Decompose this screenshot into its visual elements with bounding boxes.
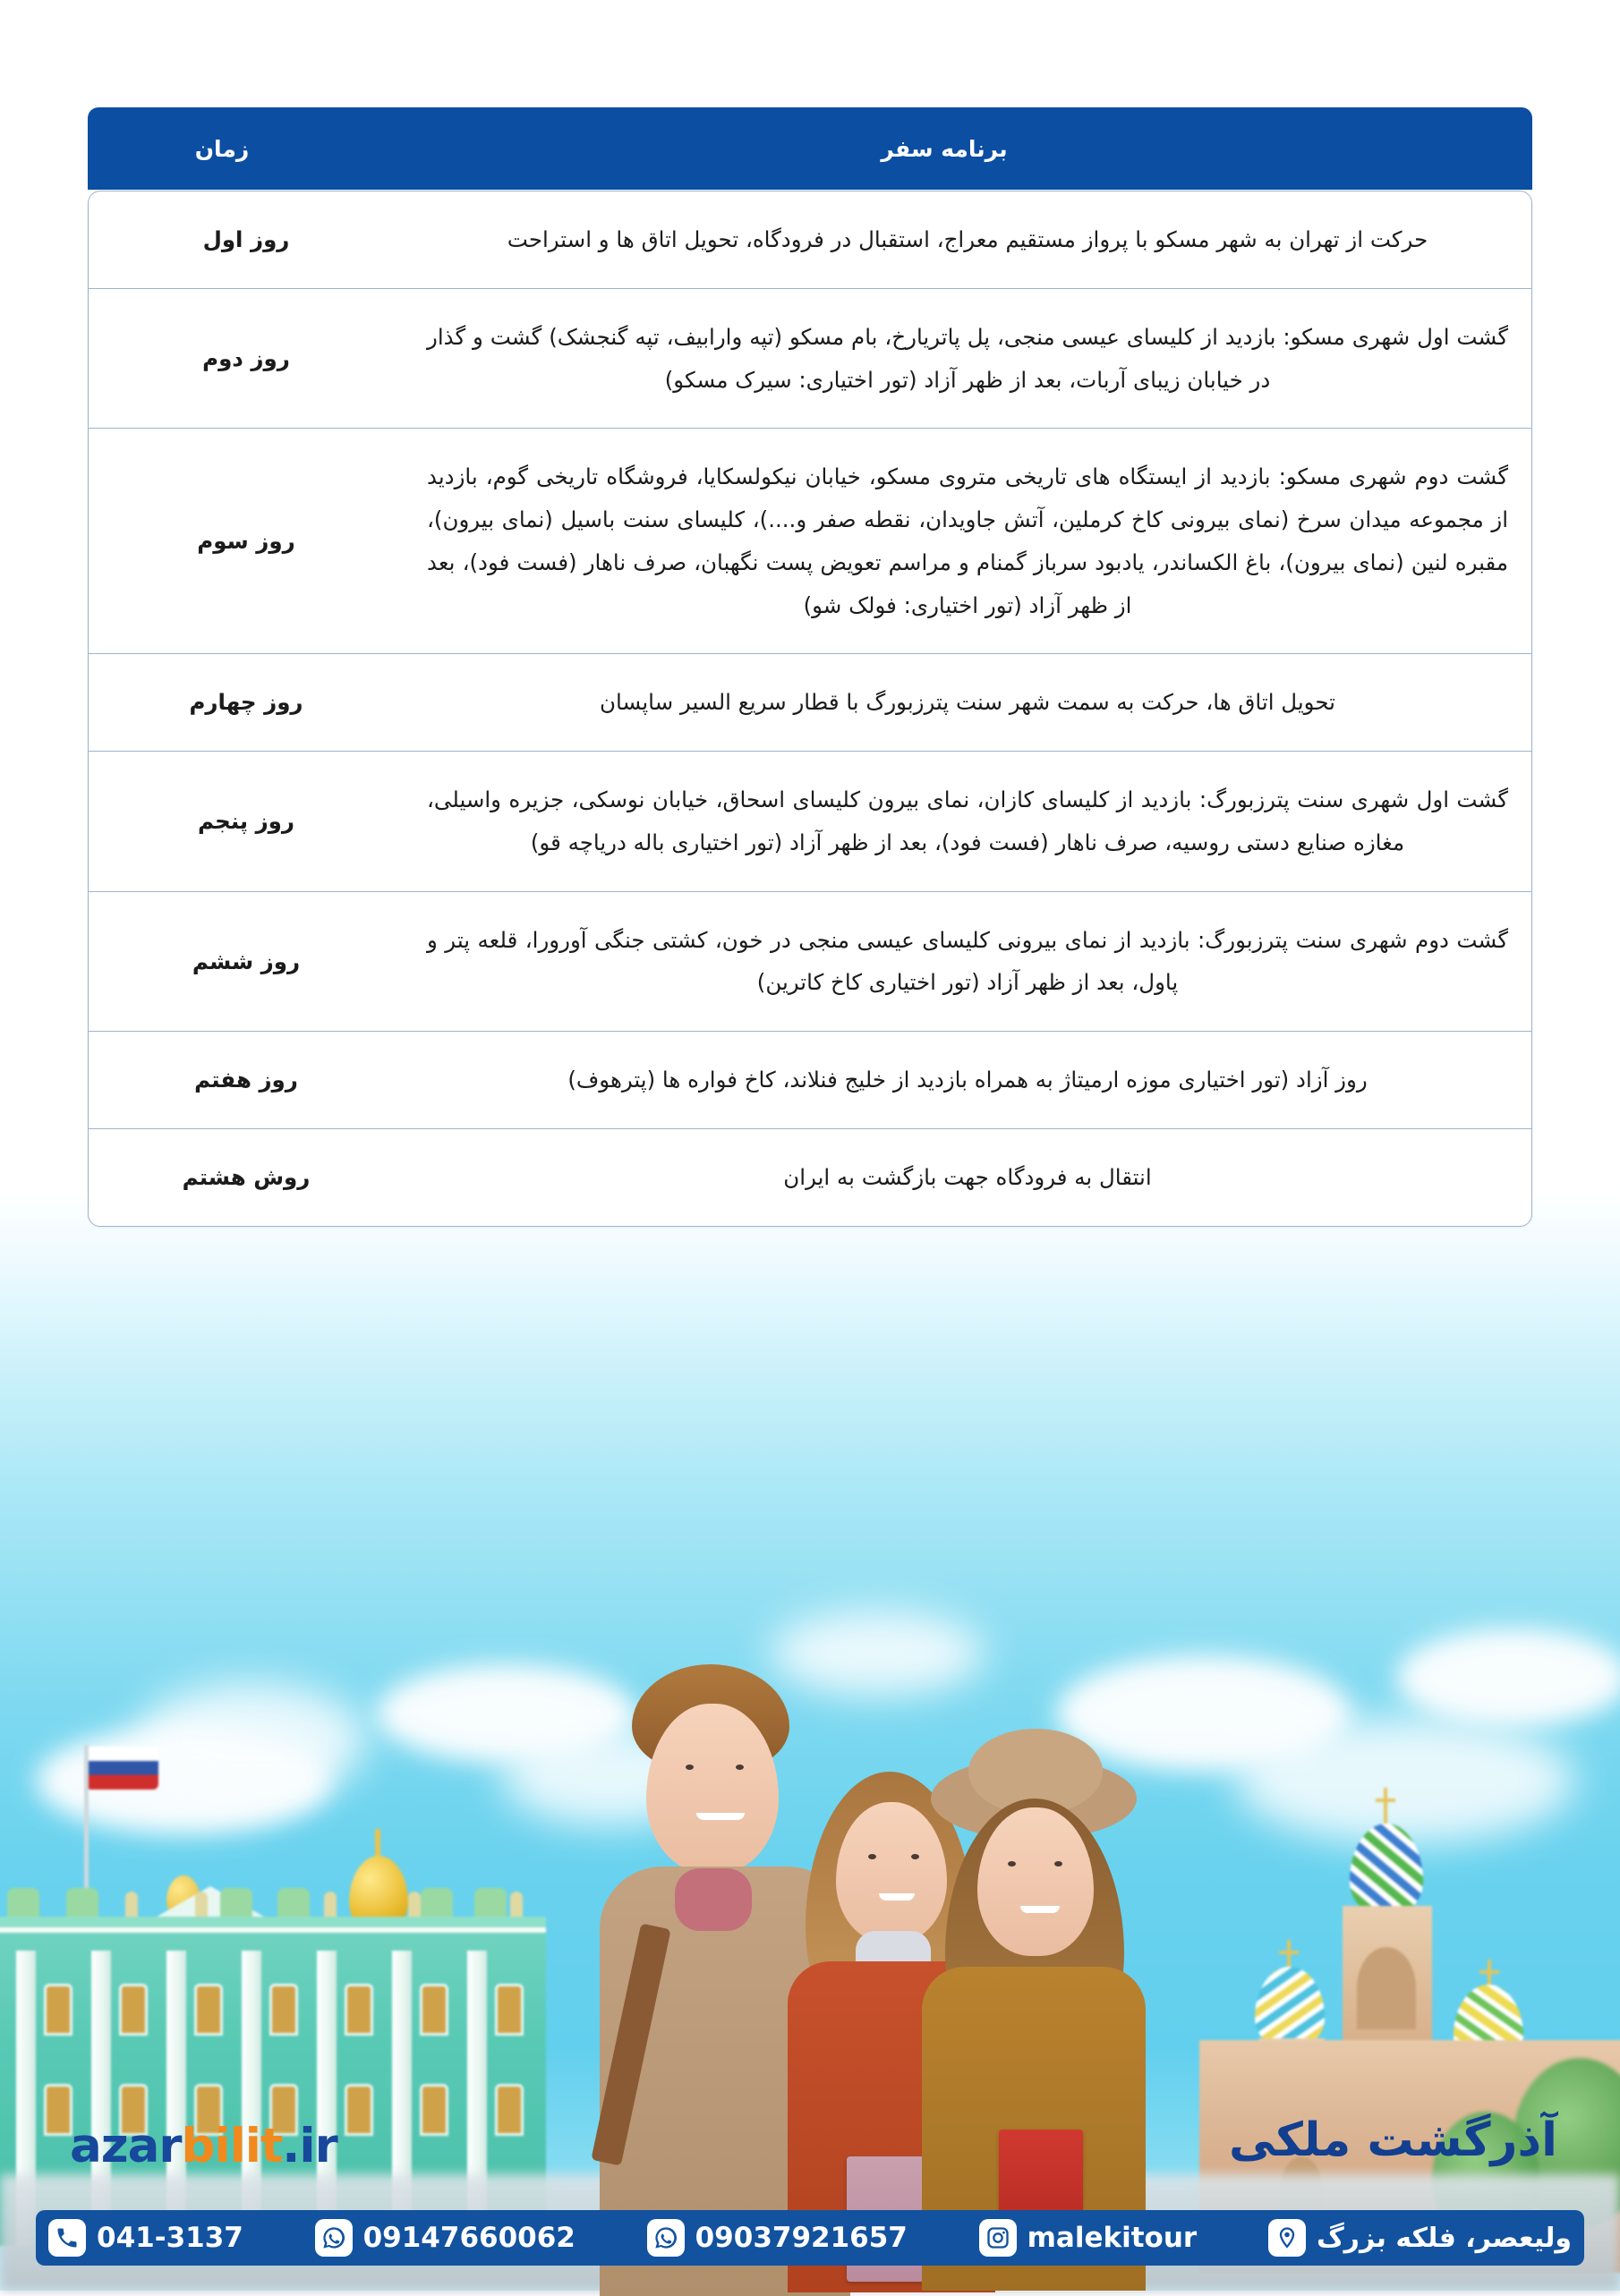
contact-whatsapp-1[interactable]	[315, 2219, 576, 2257]
table-row	[89, 1128, 1531, 1225]
logo-part-ir: .ir	[282, 2119, 337, 2173]
table-row	[89, 654, 1531, 752]
table-row	[89, 191, 1531, 288]
contact-phone[interactable]	[48, 2219, 243, 2257]
contact-whatsapp-2[interactable]	[647, 2219, 908, 2257]
itinerary-plan-cell: گشت دوم شهری مسکو: بازدید از ایستگاه های تاریخی متروی مسکو، خیابان نیکولسکایا، فروشگاه تاریخی گوم، بازدید از مجموعه میدان سرخ (نمای بیرونی کاخ کرملین، آتش جاویدان، نقطه صفر و....)، کلیسای سنت باسیل (نمای بیرون)، مقبره لنین (نمای بیرون)، باغ الکساندر، یادبود سرباز گمنام و مراسم تعویض پست نگهبان، صرف ناهار (فست فود)، بعد از ظهر آزاد (تور اختیاری: فولک شو)	[404, 429, 1531, 654]
itinerary-plan-cell: گشت اول شهری سنت پترزبورگ: بازدید از کلیسای کازان، نمای بیرون کلیسای اسحاق، خیابان نوسکی، جزیره واسیلی، مغازه صنایع دستی روسیه، صرف ناهار (فست فود)، بعد از ظهر آزاد (تور اختیاری باله دریاچه قو)	[404, 752, 1531, 892]
itinerary-plan-cell: گشت اول شهری مسکو: بازدید از کلیسای عیسی منجی، پل پاتریارخ، بام مسکو (تپه وارابیف، تپه گنجشک) گشت و گذار در خیابان زیبای آربات، بعد از ظهر آزاد (تور اختیاری: سیرک مسکو)	[404, 288, 1531, 429]
table-header	[88, 107, 1532, 190]
itinerary-plan-cell: حرکت از تهران به شهر مسکو با پرواز مستقیم معراج، استقبال در فرودگاه، تحویل اتاق ها و استراحت	[404, 191, 1531, 288]
table-row	[89, 288, 1531, 429]
contact-bar	[36, 2210, 1584, 2266]
itinerary-day-cell: روز پنجم	[89, 752, 404, 892]
column-header-plan: برنامه سفر	[881, 135, 1008, 162]
location-pin-icon	[1268, 2219, 1306, 2257]
itinerary-plan-cell: روز آزاد (تور اختیاری موزه ارمیتاژ به همراه بازدید از خلیج فنلاند، کاخ فواره ها (پترهوف)	[404, 1032, 1531, 1129]
contact-instagram[interactable]	[979, 2219, 1198, 2257]
contact-address-value: ولیعصر، فلکه بزرگ	[1316, 2222, 1572, 2254]
contact-whatsapp-2-value: 09037921657	[695, 2222, 908, 2254]
logo-part-azar: azar	[70, 2119, 182, 2173]
whatsapp-icon	[315, 2219, 353, 2257]
itinerary-day-cell: روز چهارم	[89, 654, 404, 752]
itinerary-day-cell: روش هشتم	[182, 1163, 311, 1190]
contact-instagram-value: malekitour	[1027, 2222, 1198, 2254]
family-photo	[573, 1602, 1074, 2291]
itinerary-table	[89, 191, 1531, 1226]
contact-phone-value: 041-3137	[97, 2222, 243, 2254]
table-row	[89, 1032, 1531, 1129]
instagram-icon	[979, 2219, 1017, 2257]
table-row	[89, 429, 1531, 654]
itinerary-plan-cell: گشت دوم شهری سنت پترزبورگ: بازدید از نمای بیرونی کلیسای عیسی منجی در خون، کشتی جنگی آورورا، قلعه پتر و پاول، بعد از ظهر آزاد (تور اختیاری کاخ کاترین)	[404, 891, 1531, 1032]
itinerary-plan-cell: تحویل اتاق ها، حرکت به سمت شهر سنت پترزبورگ با قطار سریع السیر ساپسان	[404, 654, 1531, 752]
cloud-icon	[134, 1682, 367, 1799]
itinerary-day-cell: روز دوم	[89, 288, 404, 429]
table-row	[89, 752, 1531, 892]
table-row	[89, 891, 1531, 1032]
itinerary-card	[88, 191, 1532, 1227]
itinerary-day-cell: روز اول	[89, 191, 404, 288]
agency-brand-name: آذرگشت ملکی	[1228, 2113, 1557, 2167]
itinerary-plan-cell: انتقال به فرودگاه جهت بازگشت به ایران	[783, 1163, 1152, 1190]
phone-icon	[48, 2219, 86, 2257]
column-header-time: زمان	[194, 135, 250, 162]
logo-part-bilit: bilit	[181, 2119, 283, 2173]
itinerary-day-cell: روز هفتم	[89, 1032, 404, 1129]
contact-whatsapp-1-value: 09147660062	[362, 2222, 576, 2254]
itinerary-day-cell: روز ششم	[89, 891, 404, 1032]
itinerary-day-cell: روز سوم	[89, 429, 404, 654]
whatsapp-icon	[647, 2219, 685, 2257]
azarbilit-logo[interactable]	[70, 2119, 337, 2173]
contact-address[interactable]	[1268, 2219, 1572, 2257]
cloud-icon	[1396, 1628, 1620, 1727]
